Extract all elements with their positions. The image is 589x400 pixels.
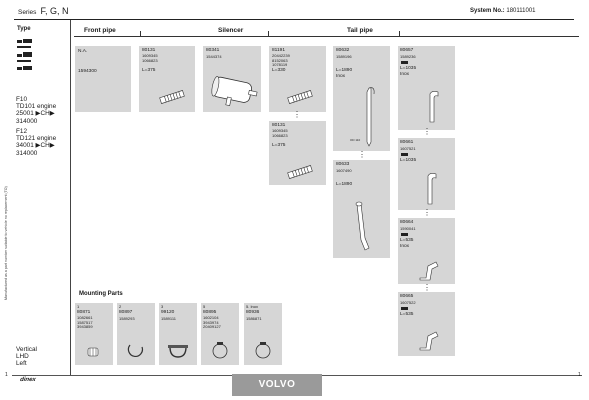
part-tag: OD 110 <box>350 138 361 142</box>
part-length: L=535 <box>400 238 414 243</box>
column-tail-pipe: Tail pipe <box>347 27 373 34</box>
f12-info <box>16 128 56 157</box>
type-label: Type <box>17 26 31 32</box>
flex-pipe-icon <box>285 165 315 179</box>
part-refs: 1589196 <box>336 54 352 59</box>
item-index: 3 <box>161 304 164 309</box>
f10-engine: TD101 engine <box>16 103 57 111</box>
f10-model: F10 <box>16 96 28 103</box>
f10-info <box>16 96 56 125</box>
clamp-ring-icon <box>126 341 146 361</box>
card-80633[interactable] <box>333 160 390 258</box>
separator-dots: ⋮ <box>423 127 431 136</box>
exhaust-stack-icon <box>420 172 442 208</box>
exhaust-elbow-icon <box>416 328 444 352</box>
item-index: 5. Inox <box>246 304 259 309</box>
part-length: L=330 <box>272 68 286 73</box>
card-80131[interactable] <box>139 46 195 112</box>
part-code: 80871 <box>77 310 91 315</box>
part-code: 99120 <box>161 310 175 315</box>
vehicle-type-icons <box>16 36 46 96</box>
band-clamp-icon <box>252 341 274 361</box>
card-80665[interactable] <box>398 292 455 356</box>
rotated-note: Manufactured as a part number suitable to vehicle no replacement (TO) <box>4 186 8 300</box>
system-label: System No.: <box>470 8 505 14</box>
separator-dots: ⋮ <box>293 110 301 119</box>
f10-chassis: 25001 ▶CH▶ <box>16 110 55 118</box>
orientation-vertical: Vertical <box>16 346 37 353</box>
part-code: 80341 <box>206 48 220 53</box>
card-80131-alt[interactable] <box>269 121 326 185</box>
series-header <box>18 6 68 16</box>
series-value: F, G, N <box>40 6 69 16</box>
part-material: Inox <box>400 72 410 77</box>
series-label: Series <box>18 9 37 16</box>
band-clamp-icon <box>209 341 231 361</box>
part-length: L=535 <box>400 312 414 317</box>
column-silencer: Silencer <box>218 27 244 34</box>
header-divider <box>14 19 574 20</box>
card-na[interactable] <box>75 46 131 112</box>
part-refs: 1602104 3943974 20409127 <box>203 315 221 329</box>
column-header-divider <box>74 36 579 37</box>
part-material: Inox <box>336 74 346 79</box>
mounting-item[interactable] <box>117 303 155 365</box>
system-value: 180111001 <box>506 8 536 14</box>
part-length: L=1890 <box>336 182 353 187</box>
part-code: 81191 <box>272 48 285 53</box>
f12-engine: TD121 engine <box>16 135 57 143</box>
part-code: 80657 <box>400 48 414 53</box>
part-refs: 1590041 <box>400 226 416 231</box>
tail-pipe-icon <box>361 86 381 148</box>
part-refs: 1609345 1066823 <box>272 128 288 138</box>
flex-pipe-icon <box>157 90 187 104</box>
column-front-pipe: Front pipe <box>84 27 116 34</box>
part-length: L=375 <box>272 143 286 148</box>
exhaust-elbow-icon <box>416 258 444 282</box>
f12-model: F12 <box>16 128 28 135</box>
dinex-logo: dinex <box>19 377 37 383</box>
item-index: 2 <box>119 304 122 309</box>
mounting-item[interactable] <box>244 303 282 365</box>
part-refs: 1607521 <box>400 146 416 151</box>
mounting-item[interactable] <box>75 303 113 365</box>
tail-pipe-icon <box>351 198 377 254</box>
part-code: 80665 <box>400 294 414 299</box>
card-80657[interactable] <box>398 46 455 130</box>
part-length: L=1035 <box>400 158 417 163</box>
part-refs: 1589293 <box>119 316 135 321</box>
card-80632[interactable] <box>333 46 390 151</box>
part-length: L=1035 <box>400 66 417 71</box>
silencer-icon <box>207 72 259 108</box>
card-80664[interactable] <box>398 218 455 284</box>
exhaust-stack-icon <box>422 90 444 126</box>
system-number <box>470 8 536 14</box>
column-tick <box>399 31 400 37</box>
f12-chassis: 34001 ▶CH▶ <box>16 142 55 150</box>
part-refs: 20442239 8152063 1078119 <box>272 53 290 67</box>
separator-dots: ⋮ <box>423 208 431 217</box>
part-code: 80936 <box>246 310 260 315</box>
f10-chassis-end: 314000 <box>16 117 38 125</box>
part-refs: 1607522 <box>400 300 416 305</box>
part-refs: 1589236 <box>400 54 416 59</box>
part-code: 80131 <box>142 48 156 53</box>
card-81191[interactable] <box>269 46 326 112</box>
part-refs: 1586871 <box>246 316 262 321</box>
card-80661[interactable] <box>398 138 455 210</box>
brand-badge: VOLVO <box>232 374 322 396</box>
part-length: L=375 <box>142 68 156 73</box>
separator-dots: ⋮ <box>358 150 366 159</box>
item-index: 1 <box>77 304 80 309</box>
mounting-item[interactable] <box>201 303 239 365</box>
f12-chassis-end: 314000 <box>16 149 38 157</box>
card-na-code: 1594300 <box>78 69 97 74</box>
part-code: 80664 <box>400 220 414 225</box>
flex-pipe-icon <box>285 90 315 104</box>
orientation-lhd: LHD <box>16 353 29 361</box>
column-tick <box>268 31 269 37</box>
mounting-item[interactable] <box>159 303 197 365</box>
part-code: 80633 <box>336 162 350 167</box>
card-na-title: N.A. <box>78 49 88 54</box>
rubber-mount-icon <box>85 345 101 359</box>
mounting-parts-title: Mounting Parts <box>79 291 123 297</box>
part-code: 80131 <box>272 123 286 128</box>
part-refs: 1589111 <box>161 316 176 321</box>
page-number-right: 1 <box>578 372 581 378</box>
part-code: 80661 <box>400 140 414 145</box>
page-number-left: 1 <box>5 372 8 378</box>
item-index: 5 <box>203 304 206 309</box>
orientation-left: Left <box>16 360 27 368</box>
part-refs: 1544374 <box>206 54 222 59</box>
card-80341[interactable] <box>203 46 261 112</box>
part-code: 80895 <box>203 310 217 315</box>
part-refs: 1082661 1587517 3943859 <box>77 315 93 329</box>
separator-dots: ⋮ <box>423 283 431 292</box>
part-material: Inox <box>400 244 410 249</box>
part-refs: 1609345 1066823 <box>142 53 158 63</box>
u-bolt-clamp-icon <box>166 341 190 361</box>
part-code: 80632 <box>336 48 350 53</box>
part-length: L=1890 <box>336 68 353 73</box>
part-code: 80897 <box>119 310 133 315</box>
orientation-info <box>16 346 37 368</box>
column-tick <box>140 31 141 37</box>
truck-icon <box>17 39 32 70</box>
part-refs: 1607490 <box>336 168 352 173</box>
